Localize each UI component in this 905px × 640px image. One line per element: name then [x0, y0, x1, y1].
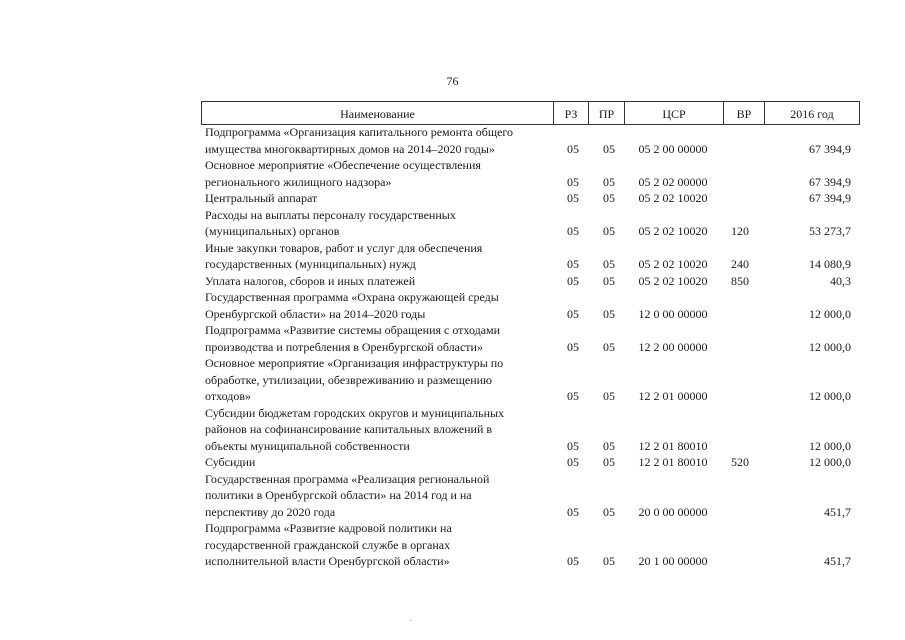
- header-vr: ВР: [723, 102, 764, 124]
- row-pr: 05: [603, 273, 615, 288]
- row-csr: 05 2 02 10020: [638, 273, 708, 288]
- header-pr: ПР: [588, 102, 624, 124]
- row-rz: 05: [567, 174, 579, 189]
- row-name: Государственная программа «Реализация региональной политики в Оренбургской области» на 2014 год и на перспективу до 2020 года: [205, 471, 490, 519]
- row-name: Субсидии: [205, 455, 256, 469]
- row-name: Подпрограмма «Развитие кадровой политики на государственной гражданской службе в органах исполнительной власти Оренбургской области»: [205, 521, 452, 568]
- row-vr: 520: [731, 455, 749, 469]
- row-sum: 12 000,0: [809, 455, 851, 469]
- table-row: [0, 289, 905, 322]
- header-csr: ЦСР: [624, 102, 723, 124]
- table-row: [0, 405, 905, 455]
- row-rz: 05: [567, 389, 579, 403]
- row-rz: 05: [567, 191, 579, 205]
- row-csr: 05 2 00 00000: [638, 141, 708, 156]
- scan-speck: [410, 620, 412, 621]
- row-sum: 67 394,9: [809, 174, 851, 189]
- row-sum: 12 000,0: [809, 389, 851, 403]
- row-rz: 05: [567, 455, 579, 469]
- header-year: 2016 год: [764, 102, 859, 124]
- table-row: [0, 520, 905, 570]
- row-csr: 05 2 02 10020: [638, 191, 708, 205]
- table-row: [0, 207, 905, 240]
- row-sum: 53 273,7: [809, 224, 851, 238]
- row-rz: 05: [567, 273, 579, 288]
- row-name: Центральный аппарат: [205, 191, 318, 205]
- row-csr: 12 0 00 00000: [638, 306, 708, 321]
- table-row: [0, 322, 905, 355]
- row-sum: 67 394,9: [809, 141, 851, 156]
- row-pr: 05: [603, 339, 615, 354]
- row-pr: 05: [603, 141, 615, 156]
- row-pr: 05: [603, 191, 615, 205]
- table-row: [0, 240, 905, 273]
- row-rz: 05: [567, 257, 579, 271]
- row-csr: 05 2 02 10020: [638, 257, 708, 271]
- row-pr: 05: [603, 438, 615, 453]
- row-name: Уплата налогов, сборов и иных платежей: [205, 273, 416, 288]
- row-csr: 20 0 00 00000: [638, 504, 708, 519]
- row-rz: 05: [567, 554, 579, 568]
- row-csr: 05 2 02 00000: [638, 174, 708, 189]
- row-name: Субсидии бюджетам городских округов и муниципальных районов на софинансирование капитальных вложений в объекты муниципальной собственности: [205, 405, 505, 453]
- row-name: Подпрограмма «Развитие системы обращения с отходами производства и потребления в Оренбургской области»: [205, 323, 501, 354]
- row-name: Подпрограмма «Организация капитального ремонта общего имущества многоквартирных домов на 2014–2020 годы»: [205, 125, 514, 156]
- row-pr: 05: [603, 389, 615, 403]
- table-row: [0, 124, 905, 157]
- row-csr: 05 2 02 10020: [638, 224, 708, 238]
- row-sum: 40,3: [830, 273, 851, 288]
- row-name: Основное мероприятие «Обеспечение осуществления регионального жилищного надзора»: [205, 158, 481, 189]
- row-sum: 451,7: [824, 504, 851, 519]
- table-row: [0, 355, 905, 405]
- table-row: [0, 471, 905, 521]
- row-csr: 12 2 01 00000: [638, 389, 708, 403]
- header-rz: РЗ: [553, 102, 588, 124]
- table-row: [0, 273, 905, 290]
- row-rz: 05: [567, 438, 579, 453]
- row-name: Иные закупки товаров, работ и услуг для обеспечения государственных (муниципальных) нужд: [205, 240, 483, 271]
- row-rz: 05: [567, 224, 579, 238]
- row-vr: 240: [731, 257, 749, 271]
- row-sum: 12 000,0: [809, 438, 851, 453]
- row-rz: 05: [567, 306, 579, 321]
- budget-table-body: [0, 124, 905, 570]
- row-sum: 451,7: [824, 554, 851, 568]
- row-rz: 05: [567, 339, 579, 354]
- row-name: Расходы на выплаты персоналу государственных (муниципальных) органов: [205, 207, 456, 238]
- row-pr: 05: [603, 455, 615, 469]
- row-pr: 05: [603, 224, 615, 238]
- row-sum: 67 394,9: [809, 191, 851, 205]
- row-pr: 05: [603, 174, 615, 189]
- row-pr: 05: [603, 306, 615, 321]
- row-vr: 120: [731, 224, 749, 238]
- table-row: [0, 157, 905, 190]
- header-name: Наименование: [340, 107, 415, 121]
- table-row: [0, 190, 905, 207]
- row-name: Государственная программа «Охрана окружающей среды Оренбургской области» на 2014–2020 годы: [205, 290, 499, 321]
- row-csr: 12 2 01 80010: [638, 455, 708, 469]
- table-row: [0, 454, 905, 471]
- row-rz: 05: [567, 141, 579, 156]
- row-pr: 05: [603, 257, 615, 271]
- row-name: Основное мероприятие «Организация инфраструктуры по обработке, утилизации, обезвреживанию и размещению отходов»: [205, 356, 504, 403]
- row-vr: 850: [731, 273, 749, 288]
- row-pr: 05: [603, 504, 615, 519]
- row-rz: 05: [567, 504, 579, 519]
- row-csr: 12 2 01 80010: [638, 438, 708, 453]
- row-sum: 12 000,0: [809, 306, 851, 321]
- row-csr: 20 1 00 00000: [638, 554, 708, 568]
- row-pr: 05: [603, 554, 615, 568]
- row-sum: 12 000,0: [809, 339, 851, 354]
- table-header: [201, 101, 860, 125]
- row-sum: 14 080,9: [809, 257, 851, 271]
- row-csr: 12 2 00 00000: [638, 339, 708, 354]
- page-number: 76: [446, 74, 459, 88]
